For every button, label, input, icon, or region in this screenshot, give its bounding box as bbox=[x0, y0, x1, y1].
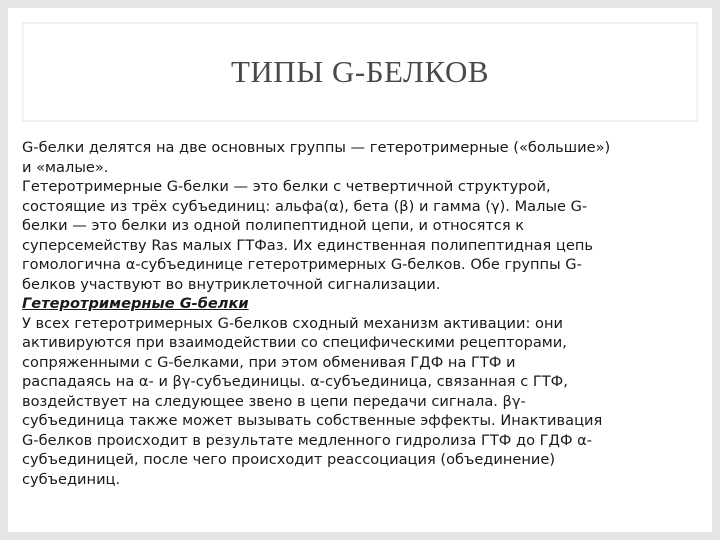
body-line: активируются при взаимодействии со специфическими рецепторами, bbox=[22, 334, 567, 351]
body-line: субъединиц. bbox=[22, 470, 121, 488]
body-line: белков участвуют во внутриклеточной сигнализации. bbox=[22, 275, 441, 293]
body-line: У всех гетеротримерных G-белков сходный механизм активации: они bbox=[22, 314, 564, 332]
body-line: и «малые». bbox=[22, 158, 109, 176]
slide-body bbox=[22, 138, 706, 489]
body-line: воздействует на следующее звено в цепи передачи сигнала. βγ- bbox=[22, 392, 526, 410]
body-line: гомологична α-субъединице гетеротримерных G-белков. Обе группы G- bbox=[22, 256, 582, 273]
section-heading: Гетеротримерные G-белки bbox=[22, 295, 249, 312]
body-line: белки — это белки из одной полипептидной цепи, и относятся к bbox=[22, 217, 525, 234]
slide bbox=[8, 8, 712, 532]
title-box bbox=[22, 22, 698, 122]
body-line: суперсемейству Ras малых ГТФаз. Их единственная полипептидная цепь bbox=[22, 236, 593, 254]
body-line: Гетеротримерные G-белки — это белки с четвертичной структурой, bbox=[22, 178, 551, 195]
body-line: субъединицей, после чего происходит реассоциация (объединение) bbox=[22, 451, 556, 468]
slide-title: ТИПЫ G-БЕЛКОВ bbox=[230, 54, 490, 89]
body-line: G-белков происходит в результате медленного гидролиза ГТФ до ГДФ α- bbox=[22, 431, 593, 449]
body-line: субъединица также может вызывать собственные эффекты. Инактивация bbox=[22, 412, 603, 429]
body-line: состоящие из трёх субъединиц: альфа(α), бета (β) и гамма (γ). Малые G- bbox=[22, 197, 588, 215]
body-line: сопряженными с G-белками, при этом обменивая ГДФ на ГТФ и bbox=[22, 353, 516, 371]
body-line: распадаясь на α- и βγ-субъединицы. α-субъединица, связанная с ГТФ, bbox=[22, 373, 568, 390]
body-line: G-белки делятся на две основных группы — гетеротримерные («большие») bbox=[22, 139, 611, 156]
